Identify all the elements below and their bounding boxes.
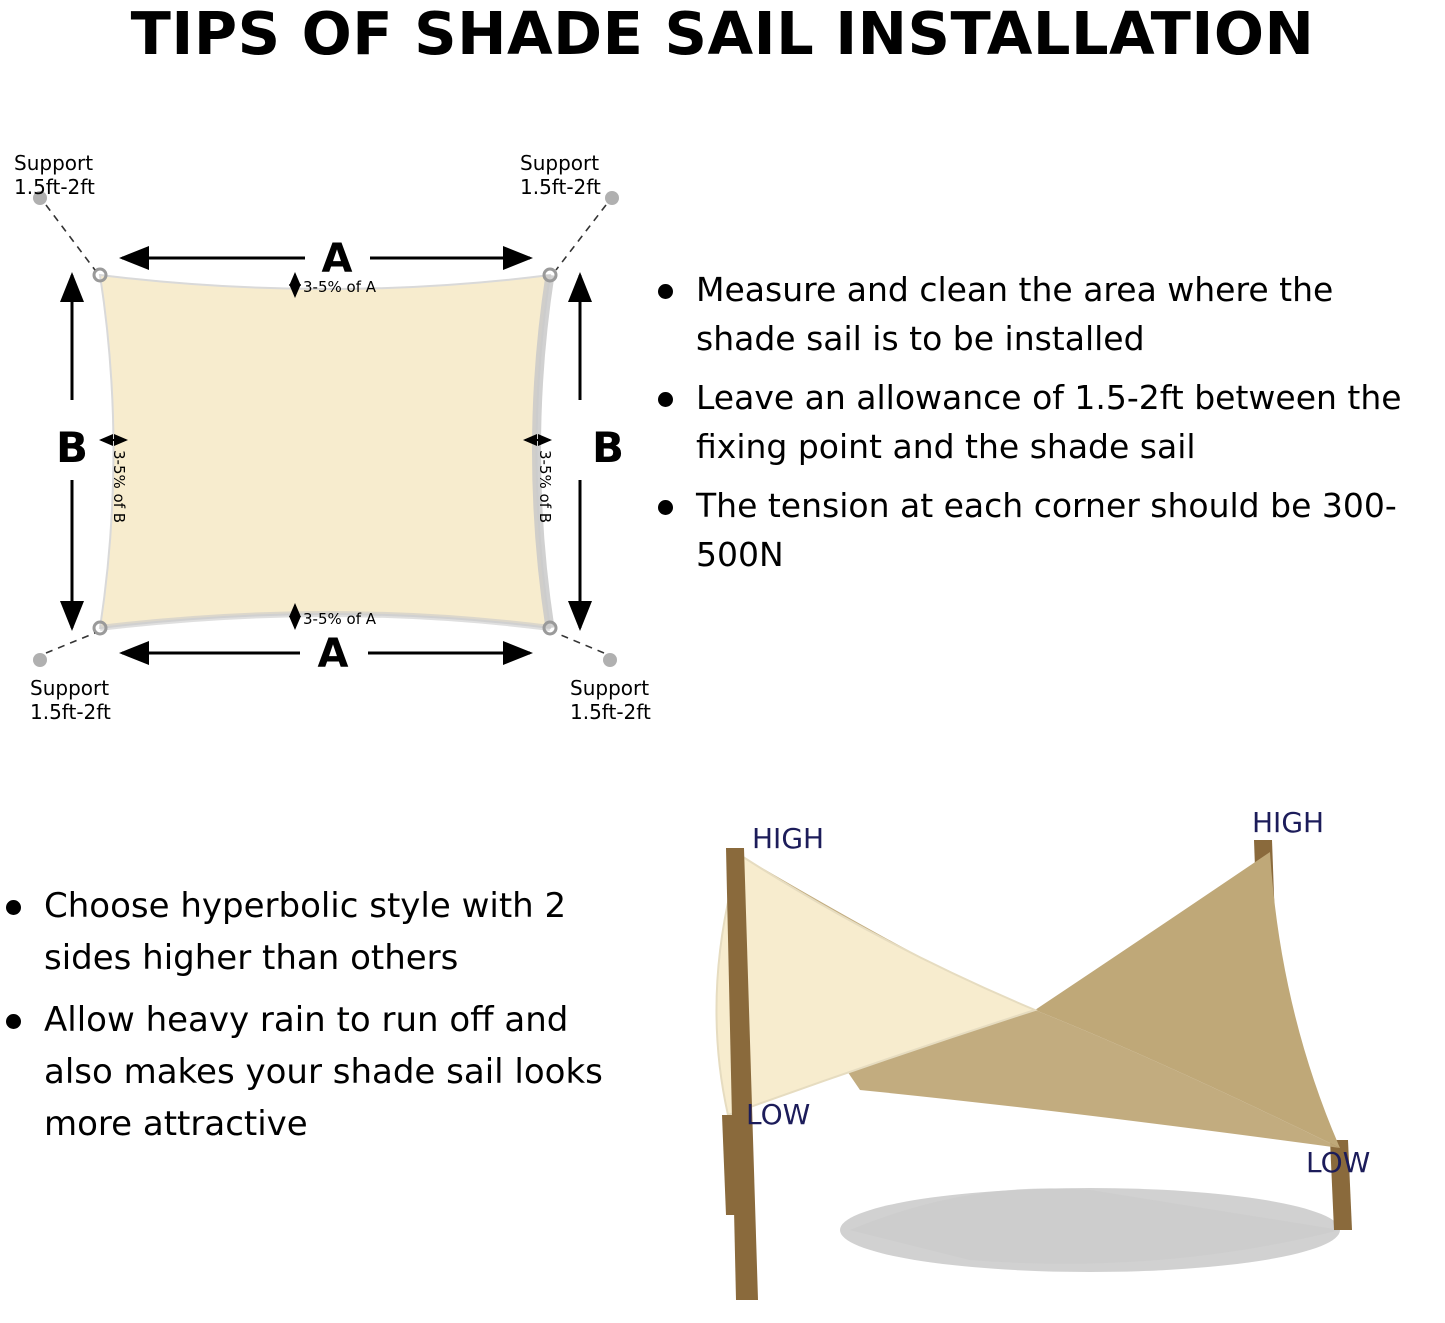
bullet-dot-icon	[658, 284, 673, 299]
label-low-right: LOW	[1306, 1146, 1371, 1179]
list-item-text: Measure and clean the area where the shade sail is to be installed	[696, 270, 1334, 358]
list-item	[652, 481, 1442, 579]
list-item-text: Choose hyperbolic style with 2 sides higher than others	[44, 886, 567, 978]
support-top-right-line2: 1.5ft-2ft	[520, 175, 601, 199]
support-bottom-right-line2: 1.5ft-2ft	[570, 700, 651, 724]
label-top-A: A	[321, 236, 353, 282]
label-curve-top: 3-5% of A	[303, 278, 377, 296]
support-bottom-right-line1: Support	[570, 676, 650, 700]
list-item-text: Allow heavy rain to run off and also makes your shade sail looks more attractive	[44, 1000, 603, 1144]
label-high-right: HIGH	[1252, 806, 1325, 839]
support-top-right-line1: Support	[520, 151, 600, 175]
label-curve-bottom: 3-5% of A	[303, 610, 377, 628]
list-item	[652, 265, 1442, 363]
label-left-B: B	[55, 423, 89, 472]
shade-sail-shape	[100, 275, 550, 628]
list-item	[652, 373, 1442, 471]
list-item	[0, 994, 620, 1150]
dimension-left-B	[56, 275, 88, 628]
label-high-left: HIGH	[752, 822, 825, 855]
page-title: TIPS OF SHADE SAIL INSTALLATION	[130, 0, 1315, 68]
top-diagram-container	[0, 150, 660, 730]
bottom-diagram-container	[640, 760, 1445, 1319]
list-item-text: Leave an allowance of 1.5-2ft between the fixing point and the shade sail	[696, 378, 1402, 466]
support-top-left-line2: 1.5ft-2ft	[14, 175, 95, 199]
bullet-dot-icon	[6, 900, 21, 915]
support-bottom-left-line1: Support	[30, 676, 110, 700]
list-item	[0, 880, 620, 984]
label-curve-left: 3-5% of B	[110, 450, 128, 524]
list-item-text: The tension at each corner should be 300-500N	[696, 486, 1397, 574]
installation-tips-list-left	[0, 880, 620, 1160]
support-bottom-left-line2: 1.5ft-2ft	[30, 700, 111, 724]
label-right-B: B	[591, 423, 625, 472]
label-low-left: LOW	[746, 1098, 811, 1131]
support-top-left-line1: Support	[14, 151, 94, 175]
dimension-right-B	[580, 275, 624, 628]
bullet-dot-icon	[6, 1014, 21, 1029]
dimension-top-A	[122, 236, 530, 282]
bullet-dot-icon	[658, 500, 673, 515]
label-curve-right: 3-5% of B	[536, 450, 554, 524]
label-bottom-A: A	[317, 631, 349, 677]
bullet-dot-icon	[658, 392, 673, 407]
installation-tips-list-right	[652, 265, 1442, 589]
dimension-bottom-A	[122, 631, 530, 677]
